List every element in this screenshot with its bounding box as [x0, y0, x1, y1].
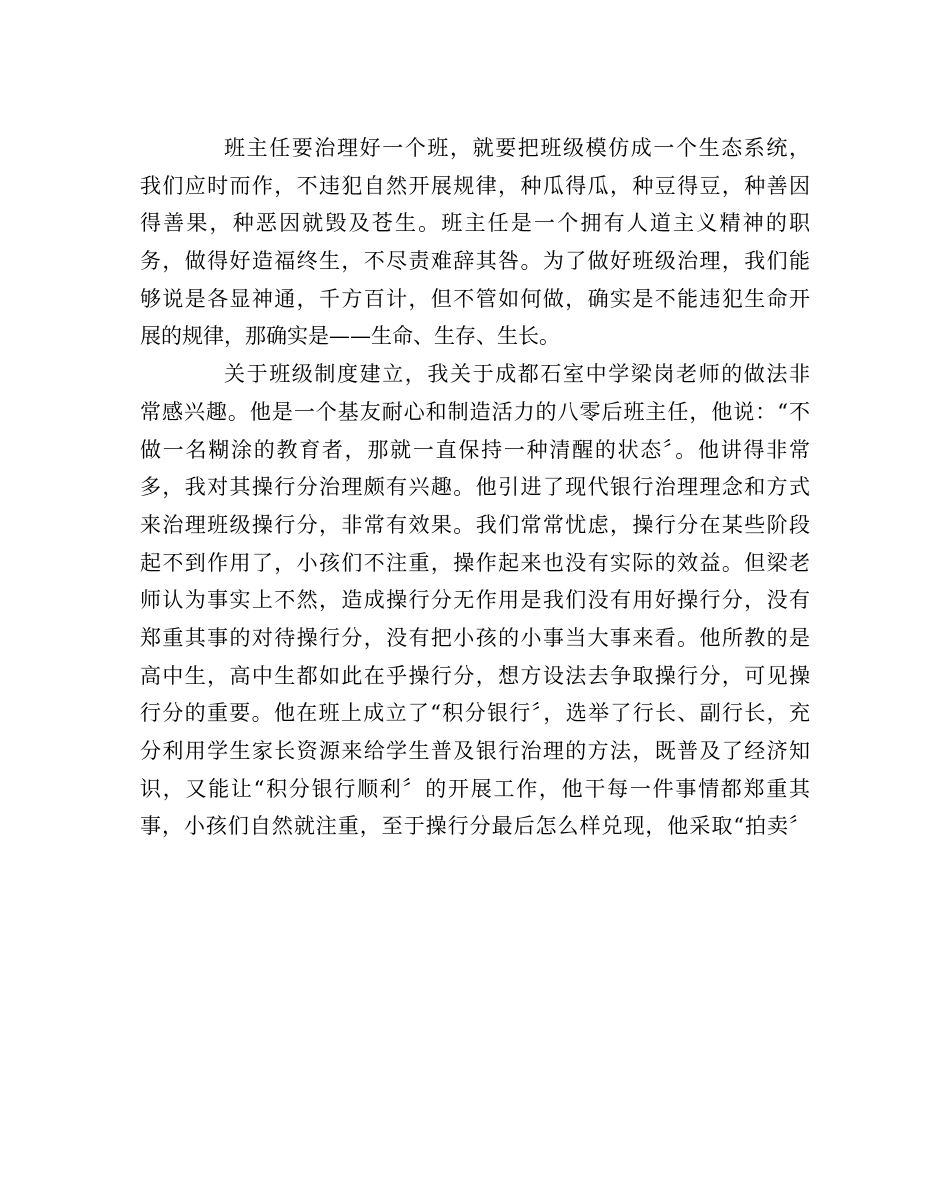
- text-line: 起不到作用了，小孩们不注重，操作起来也没有实际的效益。但梁老: [140, 550, 810, 575]
- text-line: 务，做得好造福终生，不尽责难辞其咎。为了做好班级治理，我们能: [140, 249, 810, 274]
- text-line: 事，小孩们自然就注重，至于操行分最后怎么样兑现，他采取“拍卖〞: [140, 814, 810, 839]
- text-line: 来治理班级操行分，非常有效果。我们常常忧虑，操行分在某些阶段: [140, 512, 810, 537]
- text-line: 分利用学生家长资源来给学生普及银行治理的方法，既普及了经济知: [140, 739, 810, 763]
- text-line: 识，又能让“积分银行顺利〞的开展工作，他干每一件事情都郑重其: [140, 776, 810, 801]
- text-line: 得善果，种恶因就毁及苍生。班主任是一个拥有人道主义精神的职: [140, 211, 810, 236]
- text-line: 常感兴趣。他是一个基友耐心和制造活力的八零后班主任，他说：“不: [140, 399, 810, 424]
- text-line: 高中生，高中生都如此在乎操行分，想方设法去争取操行分，可见操: [140, 663, 810, 688]
- paragraph-2: [140, 356, 810, 846]
- text-line: 郑重其事的对待操行分，没有把小孩的小事当大事来看。他所教的是: [140, 625, 810, 650]
- text-line: 师认为事实上不然，造成操行分无作用是我们没有用好操行分，没有: [140, 588, 810, 613]
- text-line: 行分的重要。他在班上成立了“积分银行〞，选举了行长、副行长，充: [140, 701, 810, 726]
- text-line: 够说是各显神通，千方百计，但不管如何做，确实是不能违犯生命开: [140, 286, 810, 311]
- text-line: 关于班级制度建立，我关于成都石室中学梁岗老师的做法非: [224, 362, 810, 387]
- paragraph-1: [140, 130, 810, 356]
- text-line: 多，我对其操行分治理颇有兴趣。他引进了现代银行治理理念和方式: [140, 475, 810, 500]
- text-line: 班主任要治理好一个班，就要把班级模仿成一个生态系统，: [224, 136, 810, 160]
- text-line: 做一名糊涂的教育者，那就一直保持一种清醒的状态〞。他讲得非常: [140, 437, 810, 462]
- document-body: [140, 130, 810, 846]
- text-line: 我们应时而作，不违犯自然开展规律，种瓜得瓜，种豆得豆，种善因: [140, 173, 810, 198]
- text-line: 展的规律，那确实是——生命、生存、生长。: [140, 324, 560, 349]
